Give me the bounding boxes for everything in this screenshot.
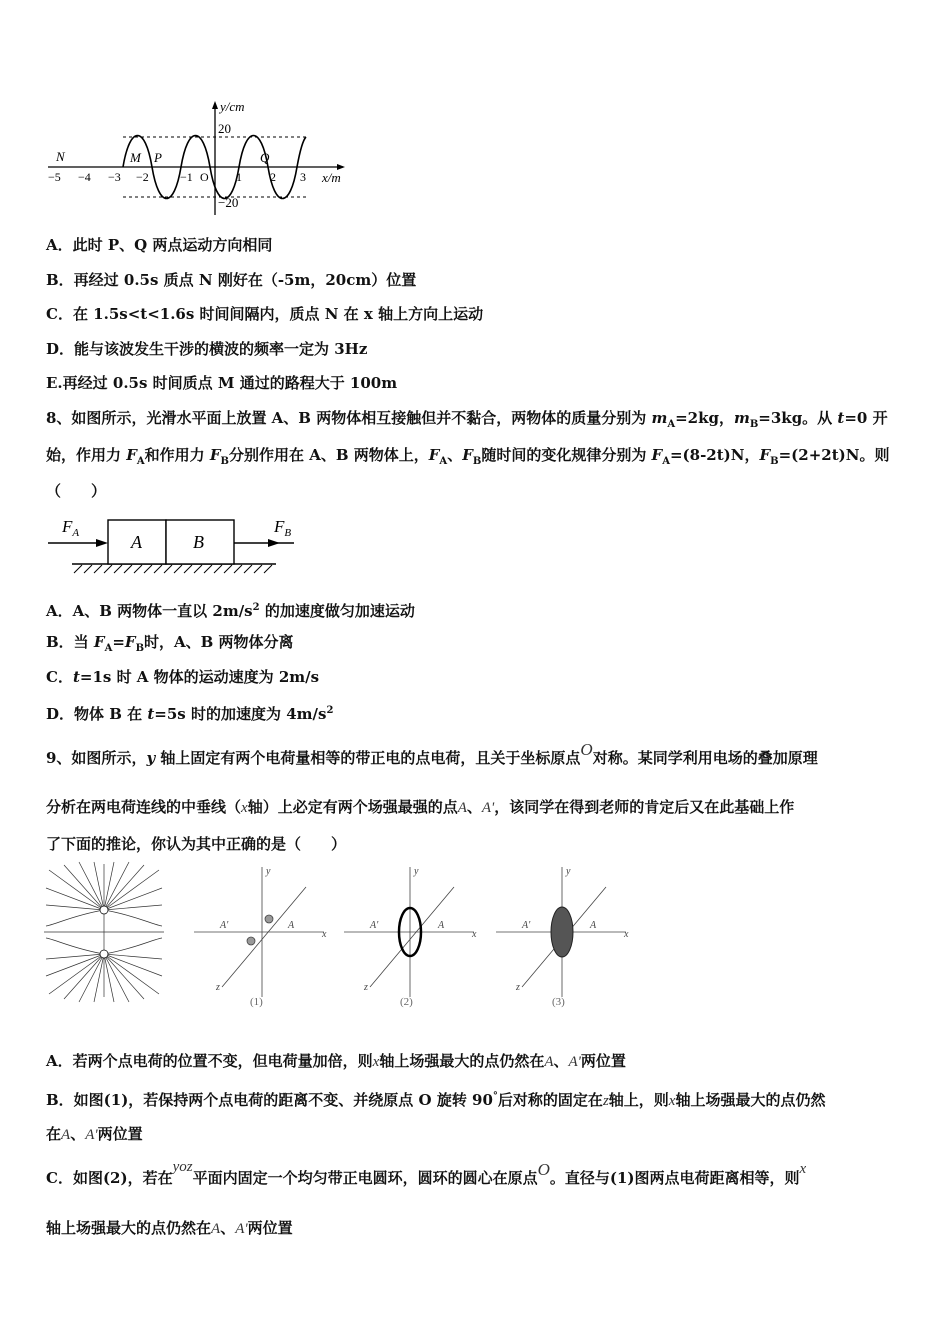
text: F [126, 446, 137, 464]
text: A' [85, 1127, 98, 1143]
text: 轴上，则 [608, 1091, 669, 1109]
text: =3kg。从 [758, 409, 838, 427]
text: ，该同学在得到老师的肯定后又在此基础上作 [494, 798, 795, 816]
text: 后对称的固定在 [497, 1091, 603, 1109]
text: 、 [70, 1125, 86, 1143]
fig3-caption: (3) [552, 996, 565, 1008]
fig3-z: z [516, 982, 520, 993]
fig3-a2: A' [522, 920, 531, 931]
q9-stem-line3: 了下面的推论，你认为其中正确的是（ ） [46, 835, 347, 853]
text: B [220, 456, 229, 467]
text: t [72, 668, 80, 686]
text: =5s 时的加速度为 4m/s [154, 705, 327, 723]
q7-option-a: A．此时 P、Q 两点运动方向相同 [46, 236, 273, 254]
figure-3 [496, 867, 626, 997]
q7-option-c: C．在 1.5s<t<1.6s 时间间隔内，质点 N 在 x 轴上方向上运动 [46, 305, 484, 323]
fig3-a: A [590, 920, 597, 931]
text: F [209, 446, 221, 464]
text: 的加速度做匀加速运动 [259, 602, 415, 620]
fig2-x: x [472, 929, 477, 940]
text: F [759, 446, 771, 464]
wave-x-tick: −3 [108, 170, 121, 184]
text: A [667, 419, 676, 430]
text: 对称。某同学利用电场的叠加原理 [592, 749, 818, 767]
text: =(8-2t)N， [669, 446, 760, 464]
wave-x-tick: −4 [78, 170, 91, 184]
text: x [668, 1093, 676, 1109]
text: =1s 时 A 物体的运动速度为 2m/s [79, 668, 320, 686]
text: 和作用力 [144, 446, 210, 464]
block-a-label: A [131, 532, 142, 552]
wave-x-tick: 3 [300, 170, 306, 184]
wave-point-q: Q [260, 150, 270, 165]
text: A [104, 643, 113, 654]
fig3-y: y [566, 866, 571, 877]
fig3-x: x [624, 929, 629, 940]
text: z [602, 1093, 609, 1109]
fig1-a: A [288, 920, 295, 931]
wave-x-label: x/m [322, 170, 341, 185]
q9-stem-line2 [46, 797, 794, 818]
q9-stem-line1 [46, 740, 818, 768]
text: t [837, 409, 845, 427]
text: 平面内固定一个均匀带正电圆环，圆环的圆心在原点 [192, 1169, 538, 1187]
q8-stem-line3: （ ） [46, 482, 107, 500]
text: 两位置 [247, 1219, 293, 1237]
text: B [770, 456, 779, 467]
text: x [799, 1161, 807, 1177]
q8-option-a [46, 598, 415, 621]
q7-option-b: B．再经过 0.5s 质点 N 刚好在（-5m，20cm）位置 [46, 271, 417, 289]
wave-y-label: y/cm [220, 99, 245, 114]
text: F [462, 446, 473, 464]
text: C．如图(2)，若在 [46, 1169, 173, 1187]
q9-option-b-line2 [46, 1124, 143, 1145]
q7-option-d: D．能与该波发生干涉的横波的频率一定为 3Hz [46, 340, 368, 358]
q8-option-d [46, 701, 333, 724]
wave-x-tick: 2 [270, 170, 276, 184]
text: A [439, 456, 448, 467]
text: m [651, 409, 668, 427]
text: F [62, 517, 73, 536]
text: A．A、B 两物体一直以 2m/s [46, 602, 253, 620]
text: 、 [220, 1219, 236, 1237]
text: 分别作用在 A、B 两物体上， [229, 446, 429, 464]
text: B [749, 419, 759, 430]
fig1-caption: (1) [250, 996, 263, 1008]
fig2-caption: (2) [400, 996, 413, 1008]
figure-2 [344, 867, 474, 997]
text: A' [481, 800, 495, 816]
text: m [733, 409, 750, 427]
text: B．如图(1)，若保持两个点电荷的距离不变、并绕原点 O 旋转 90 [46, 1091, 493, 1109]
fig2-z: z [364, 982, 368, 993]
text: 8、如图所示，光滑水平面上放置 A、B 两物体相互接触但并不黏合，两物体的质量分别为 [46, 409, 652, 427]
text: A [544, 1054, 554, 1070]
text: A [61, 1127, 71, 1143]
text: 轴上场强最大的点仍然在 [46, 1219, 212, 1237]
text: A [211, 1221, 221, 1237]
text: 始，作用力 [46, 446, 127, 464]
wave-x-tick: −2 [136, 170, 149, 184]
text: A' [235, 1221, 248, 1237]
fig1-x: x [322, 929, 327, 940]
text: t [147, 705, 155, 723]
text: D．物体 B 在 [46, 705, 148, 723]
text: =(2+2t)N。则 [778, 446, 890, 464]
wave-point-p: P [154, 150, 162, 165]
text: = [112, 633, 125, 651]
text: 2 [252, 602, 260, 613]
text: B [284, 527, 292, 539]
text: C． [46, 668, 73, 686]
q7-option-e: E.再经过 0.5s 时间质点 M 通过的路程大于 100m [46, 374, 398, 392]
q9-option-a [46, 1051, 626, 1072]
fig1-y: y [266, 866, 271, 877]
wave-figure [48, 95, 358, 220]
wave-x-tick: −1 [180, 170, 193, 184]
text: yoz [172, 1159, 193, 1175]
text: A [136, 456, 145, 467]
text: x [241, 800, 248, 816]
text: 两位置 [97, 1125, 143, 1143]
text: B [135, 643, 145, 654]
wave-x-tick: O [200, 170, 209, 184]
text: 两位置 [580, 1052, 626, 1070]
text: B．当 [46, 633, 94, 651]
text: x [372, 1054, 380, 1070]
text: 在 [46, 1125, 62, 1143]
wave-y-tick-neg20: −20 [218, 195, 239, 210]
text: F [428, 446, 440, 464]
text: A' [568, 1054, 581, 1070]
text: F [651, 446, 663, 464]
fig2-a: A [438, 920, 445, 931]
text: F [274, 517, 285, 536]
text: =0 开 [844, 409, 888, 427]
fig2-y: y [414, 866, 419, 877]
text: =2kg， [675, 409, 734, 427]
q8-stem-line1 [46, 408, 888, 435]
text: O [537, 1160, 550, 1179]
text: y [146, 749, 156, 767]
text: 轴上场强最大的点仍然 [675, 1091, 826, 1109]
fig1-z: z [216, 982, 220, 993]
text: F [124, 633, 136, 651]
wave-x-tick: 1 [236, 170, 242, 184]
block-b-label: B [193, 532, 204, 552]
text: A．若两个点电荷的位置不变，但电荷量加倍，则 [46, 1052, 373, 1070]
wave-y-tick-20: 20 [218, 121, 231, 136]
q9-option-b-line1 [46, 1087, 825, 1111]
text: 9、如图所示， [46, 749, 147, 767]
fig1-a2: A' [220, 920, 229, 931]
text: 分析在两电荷连线的中垂线（ [46, 798, 242, 816]
field-lines-figure [44, 862, 164, 1002]
blocks-figure [44, 510, 292, 578]
q8-stem-line2 [46, 445, 889, 472]
text: O [580, 740, 593, 759]
text: 2 [326, 705, 334, 716]
text: 、 [466, 798, 482, 816]
text: 轴上场强最大的点仍然在 [379, 1052, 545, 1070]
text: 轴上固定有两个电荷量相等的带正电的点电荷，且关于坐标原点 [155, 749, 581, 767]
fig2-a2: A' [370, 920, 379, 931]
q9-option-c-line1 [46, 1159, 807, 1189]
text: 、 [553, 1052, 569, 1070]
text: ° [492, 1091, 498, 1102]
figure-1 [194, 867, 324, 997]
text: 轴）上必定有两个场强最强的点 [247, 798, 458, 816]
q8-option-c [46, 667, 319, 687]
text: 时，A、B 两物体分离 [144, 633, 294, 651]
text: F [93, 633, 105, 651]
text: A [662, 456, 670, 467]
field-figures [44, 862, 634, 1012]
text: B [472, 456, 482, 467]
q9-option-c-line2 [46, 1218, 293, 1239]
wave-x-tick: −5 [48, 170, 61, 184]
wave-point-m: M [130, 150, 141, 165]
fb-label [273, 517, 291, 539]
q8-option-b [46, 632, 294, 659]
wave-point-n: N [56, 149, 65, 164]
text: 。直径与(1)图两点电荷距离相等，则 [549, 1169, 800, 1187]
text: A [72, 527, 80, 539]
text: 随时间的变化规律分别为 [481, 446, 652, 464]
text: 、 [447, 446, 463, 464]
text: A [457, 800, 467, 816]
fa-label [61, 517, 79, 539]
